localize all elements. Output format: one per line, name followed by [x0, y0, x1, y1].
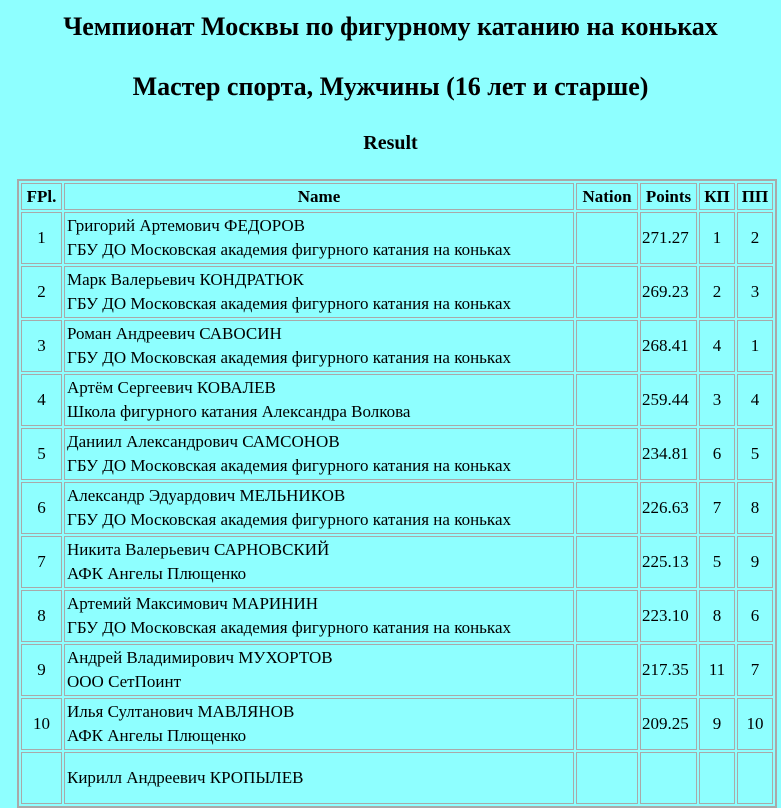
nation-cell — [576, 590, 638, 642]
place-cell: 4 — [21, 374, 62, 426]
table-row — [21, 752, 773, 804]
free-program-place-cell: 3 — [737, 266, 773, 318]
points-cell: 217.35 — [640, 644, 697, 696]
skater-name: Александр Эдуардович МЕЛЬНИКОВ — [67, 486, 346, 505]
skater-name: Роман Андреевич САВОСИН — [67, 324, 282, 343]
name-cell — [64, 644, 574, 696]
place-cell — [21, 752, 62, 804]
name-cell — [64, 374, 574, 426]
nation-cell — [576, 428, 638, 480]
nation-cell — [576, 752, 638, 804]
skater-club: ГБУ ДО Московская академия фигурного катания на коньках — [67, 456, 511, 475]
skater-club: ГБУ ДО Московская академия фигурного катания на коньках — [67, 510, 511, 529]
nation-cell — [576, 320, 638, 372]
short-program-place-cell: 6 — [699, 428, 735, 480]
col-header-pp: ПП — [737, 183, 773, 210]
place-cell: 1 — [21, 212, 62, 264]
place-cell: 8 — [21, 590, 62, 642]
col-header-kp: КП — [699, 183, 735, 210]
results-body — [21, 212, 773, 804]
short-program-place-cell: 1 — [699, 212, 735, 264]
points-cell: 225.13 — [640, 536, 697, 588]
free-program-place-cell: 9 — [737, 536, 773, 588]
skater-name: Кирилл Андреевич КРОПЫЛЕВ — [67, 768, 304, 787]
category-title: Мастер спорта, Мужчины (16 лет и старше) — [132, 72, 649, 101]
skater-club: ГБУ ДО Московская академия фигурного катания на коньках — [67, 294, 511, 313]
name-cell — [64, 428, 574, 480]
table-row — [21, 266, 773, 318]
points-cell: 269.23 — [640, 266, 697, 318]
table-row — [21, 698, 773, 750]
points-cell: 268.41 — [640, 320, 697, 372]
nation-cell — [576, 266, 638, 318]
skater-name: Артемий Максимович МАРИНИН — [67, 594, 319, 613]
points-cell: 234.81 — [640, 428, 697, 480]
points-cell: 223.10 — [640, 590, 697, 642]
short-program-place-cell — [699, 752, 735, 804]
skater-name: Артём Сергеевич КОВАЛЕВ — [67, 378, 276, 397]
skater-name: Марк Валерьевич КОНДРАТЮК — [67, 270, 304, 289]
short-program-place-cell: 3 — [699, 374, 735, 426]
skater-name: Илья Султанович МАВЛЯНОВ — [67, 702, 295, 721]
col-header-fpl: FPl. — [21, 183, 62, 210]
table-row — [21, 590, 773, 642]
page-title: Чемпионат Москвы по фигурному катанию на коньках — [63, 12, 718, 41]
skater-club: ГБУ ДО Московская академия фигурного катания на коньках — [67, 348, 511, 367]
short-program-place-cell: 4 — [699, 320, 735, 372]
place-cell: 7 — [21, 536, 62, 588]
nation-cell — [576, 698, 638, 750]
free-program-place-cell: 6 — [737, 590, 773, 642]
short-program-place-cell: 7 — [699, 482, 735, 534]
place-cell: 2 — [21, 266, 62, 318]
name-cell — [64, 212, 574, 264]
header-row — [21, 183, 773, 210]
free-program-place-cell: 7 — [737, 644, 773, 696]
place-cell: 5 — [21, 428, 62, 480]
table-row — [21, 644, 773, 696]
place-cell: 6 — [21, 482, 62, 534]
nation-cell — [576, 482, 638, 534]
short-program-place-cell: 2 — [699, 266, 735, 318]
place-cell: 10 — [21, 698, 62, 750]
table-row — [21, 320, 773, 372]
table-row — [21, 374, 773, 426]
table-row — [21, 428, 773, 480]
skater-club: ГБУ ДО Московская академия фигурного катания на коньках — [67, 240, 511, 259]
skater-club: ГБУ ДО Московская академия фигурного катания на коньках — [67, 618, 511, 637]
section-title: Result — [363, 132, 418, 154]
col-header-name: Name — [64, 183, 574, 210]
nation-cell — [576, 536, 638, 588]
skater-name: Никита Валерьевич САРНОВСКИЙ — [67, 540, 330, 559]
free-program-place-cell: 10 — [737, 698, 773, 750]
name-cell — [64, 320, 574, 372]
nation-cell — [576, 374, 638, 426]
points-cell: 226.63 — [640, 482, 697, 534]
free-program-place-cell: 4 — [737, 374, 773, 426]
col-header-points: Points — [640, 183, 697, 210]
results-table — [17, 179, 777, 808]
name-cell — [64, 536, 574, 588]
place-cell: 9 — [21, 644, 62, 696]
table-row — [21, 482, 773, 534]
skater-name: Григорий Артемович ФЕДОРОВ — [67, 216, 306, 235]
short-program-place-cell: 8 — [699, 590, 735, 642]
nation-cell — [576, 644, 638, 696]
skater-club: АФК Ангелы Плющенко — [67, 726, 247, 745]
short-program-place-cell: 9 — [699, 698, 735, 750]
points-cell — [640, 752, 697, 804]
table-row — [21, 212, 773, 264]
col-header-nation: Nation — [576, 183, 638, 210]
skater-name: Даниил Александрович САМСОНОВ — [67, 432, 340, 451]
free-program-place-cell — [737, 752, 773, 804]
table-row — [21, 536, 773, 588]
name-cell — [64, 266, 574, 318]
points-cell: 209.25 — [640, 698, 697, 750]
free-program-place-cell: 1 — [737, 320, 773, 372]
name-cell — [64, 698, 574, 750]
free-program-place-cell: 2 — [737, 212, 773, 264]
place-cell: 3 — [21, 320, 62, 372]
nation-cell — [576, 212, 638, 264]
skater-club: Школа фигурного катания Александра Волкова — [67, 402, 411, 421]
free-program-place-cell: 8 — [737, 482, 773, 534]
points-cell: 259.44 — [640, 374, 697, 426]
skater-club: АФК Ангелы Плющенко — [67, 564, 247, 583]
skater-name: Андрей Владимирович МУХОРТОВ — [67, 648, 333, 667]
short-program-place-cell: 11 — [699, 644, 735, 696]
name-cell — [64, 482, 574, 534]
name-cell — [64, 590, 574, 642]
name-cell — [64, 752, 574, 804]
short-program-place-cell: 5 — [699, 536, 735, 588]
skater-club: ООО СетПоинт — [67, 672, 182, 691]
free-program-place-cell: 5 — [737, 428, 773, 480]
points-cell: 271.27 — [640, 212, 697, 264]
